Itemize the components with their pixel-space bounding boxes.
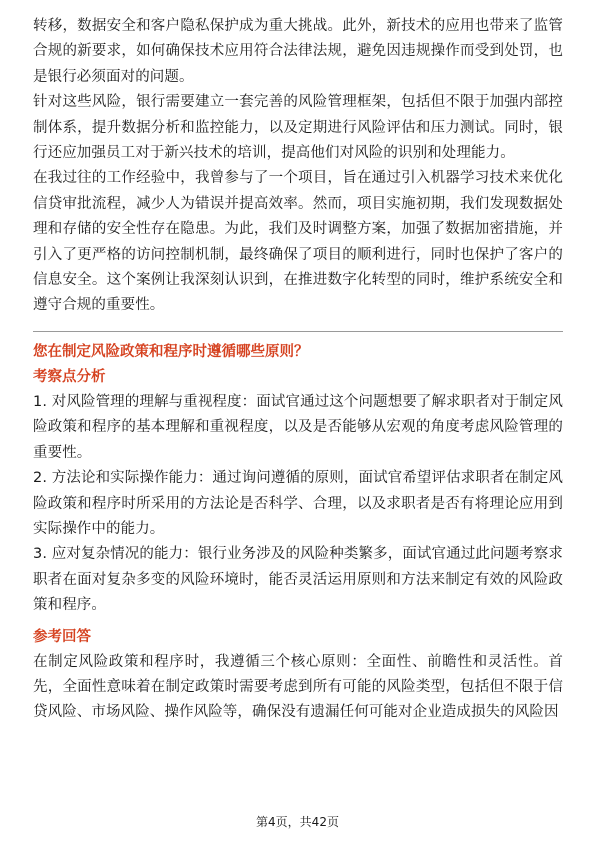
answer-paragraph: 在制定风险政策和程序时，我遵循三个核心原则：全面性、前瞻性和灵活性。首先，全面性意味着在制定政策时需要考虑到所有可能的风险类型，包括但不限于信贷风险、市场风险、操作风险等，确保没有遗漏任何可能对企业造成损失的风险因: [33, 653, 563, 721]
analysis-title: 考察点分析: [33, 368, 106, 385]
page-footer: 第4页，共42页: [256, 815, 339, 829]
section-divider: [33, 331, 563, 332]
answer-title: 参考回答: [33, 628, 91, 645]
analysis-item-2: 2. 方法论和实际操作能力：通过询问遵循的原则，面试官希望评估求职者在制定风险政策和程序时所采用的方法论是否科学、合理，以及求职者是否有将理论应用到实际操作中的能力。: [33, 470, 563, 537]
page-content: [33, 14, 563, 726]
intro-paragraph-3: 在我过往的工作经验中，我曾参与了一个项目，旨在通过引入机器学习技术来优化信贷审批流程，减少人为错误并提高效率。然而，项目实施初期，我们发现数据处理和存储的安全性存在隐患。为此，我们及时调整方案，加强了数据加密措施，并引入了更严格的访问控制机制，最终确保了项目的顺利进行，同时也保护了客户的信息安全。这个案例让我深刻认识到，在推进数字化转型的同时，维护系统安全和遵守合规的重要性。: [33, 170, 563, 314]
analysis-item-1: 1. 对风险管理的理解与重视程度：面试官通过这个问题想要了解求职者对于制定风险政策和程序的基本理解和重视程度，以及是否能够从宏观的角度考虑风险管理的重要性。: [33, 393, 563, 461]
intro-paragraph-1: 转移，数据安全和客户隐私保护成为重大挑战。此外，新技术的应用也带来了监管合规的新要求，如何确保技术应用符合法律法规，避免因违规操作而受到处罚，也是银行必须面对的问题。: [33, 18, 563, 85]
analysis-item-3: 3. 应对复杂情况的能力：银行业务涉及的风险种类繁多，面试官通过此问题考察求职者在面对复杂多变的风险环境时，能否灵活运用原则和方法来制定有效的风险政策和程序。: [33, 546, 563, 614]
question-heading: 您在制定风险政策和程序时遵循哪些原则？: [33, 343, 309, 360]
intro-paragraph-2: 针对这些风险，银行需要建立一套完善的风险管理框架，包括但不限于加强内部控制体系，提升数据分析和监控能力，以及定期进行风险评估和压力测试。同时，银行还应加强员工对于新兴技术的培训，提高他们对风险的识别和处理能力。: [33, 94, 563, 162]
